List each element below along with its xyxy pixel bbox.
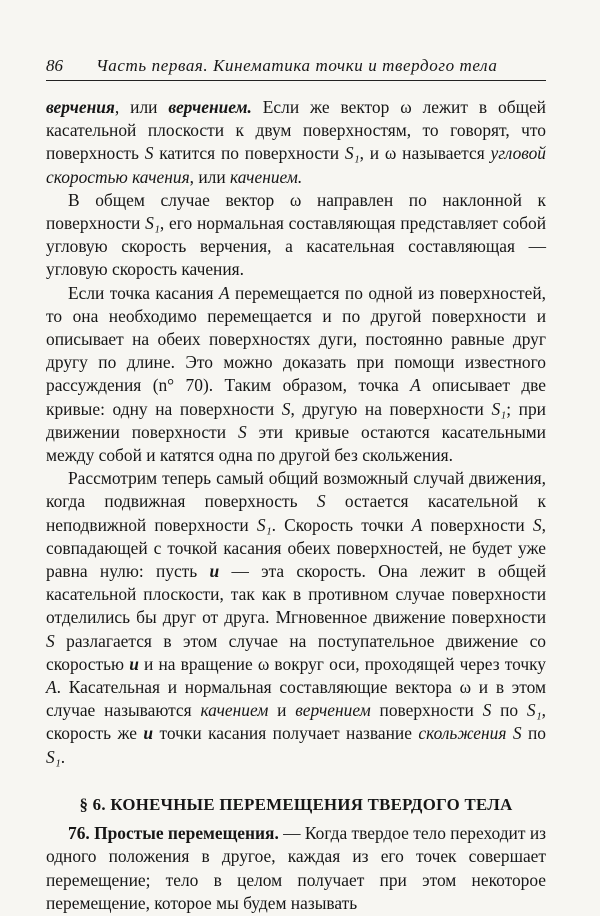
text-run: по	[521, 723, 546, 744]
text-run: Рассмотрим теперь самый общий возможный случай движения, когда подвижная поверхность	[46, 468, 546, 512]
text-run: , его нормальная составляющая представляет собой угловую скорость верчения, а касательная составляющая — угловую скорость качения.	[46, 213, 546, 280]
running-header	[46, 56, 546, 81]
emphasis-run: S₁	[145, 213, 160, 234]
emphasis-run: S	[316, 491, 326, 512]
emphasis-run: A	[218, 282, 230, 303]
emphasis-run: u	[143, 723, 154, 744]
text-run: разлагается в этом случае на поступательное движение со скоростью	[46, 630, 546, 674]
text-run: Если точка касания	[68, 282, 219, 303]
text-run: катится по поверхности	[153, 143, 345, 164]
paragraph	[46, 282, 546, 468]
text-run: . Касательная и нормальная составляющие вектора ω и в этом случае называются	[46, 677, 546, 721]
text-run: , или	[189, 166, 231, 187]
emphasis-run: u	[209, 561, 220, 582]
section-heading: § 6. КОНЕЧНЫЕ ПЕРЕМЕЩЕНИЯ ТВЕРДОГО ТЕЛА	[79, 794, 513, 814]
article-number: 76.	[68, 823, 90, 844]
emphasis-run: u	[129, 653, 139, 674]
text-run: , другую на поверхности	[290, 398, 492, 419]
text-run: , скорость же	[46, 700, 546, 744]
text-run: Если же вектор ω лежит в общей касательной плоскости к двум поверхностям, то говорят, что поверхность	[46, 97, 546, 164]
text-run: поверхности	[370, 700, 483, 721]
article-paragraph	[46, 822, 546, 915]
article-text: — Когда твердое тело переходит из одного положения в другое, каждая из его точек совершает перемещение; тело в целом получает при этом некоторое перемещение, которое мы будем называть	[46, 823, 546, 913]
emphasis-run: S	[144, 143, 154, 164]
text-run: перемещается по одной из поверхностей, то она необходимо перемещается и по другой поверхности и описывает на обеих поверхностях дуги, постоянно равные друг другу по длине. Это можно доказать при помощи известного рассуждения (n° 70). Таким образом, точка	[46, 282, 546, 396]
paragraph	[46, 96, 546, 189]
emphasis-run: угловой скоростью качения	[46, 143, 546, 187]
text-run: В общем случае вектор ω направлен по наклонной к поверхности	[46, 189, 546, 234]
emphasis-run: S₁	[344, 143, 360, 164]
text-run: ; при движении поверхности	[46, 398, 546, 442]
emphasis-run: качением.	[230, 166, 303, 187]
text-run: . Скорость точки	[271, 514, 412, 535]
emphasis-run: S	[482, 700, 492, 721]
text-run: , или	[114, 97, 169, 117]
text-run: по	[491, 700, 527, 721]
emphasis-run: S₁	[46, 746, 61, 767]
emphasis-run: A	[410, 375, 421, 396]
text-run: точки касания получает название	[153, 723, 419, 744]
text-run: описывает две кривые: одну на поверхности	[46, 375, 547, 419]
text-run: , совпадающей с точкой касания обеих поверхностей, не будет уже равна нулю: пусть	[46, 514, 546, 582]
paragraph	[46, 189, 546, 282]
emphasis-run: S	[512, 723, 522, 744]
article-title: Простые перемещения.	[94, 823, 279, 844]
text-run: .	[60, 746, 66, 767]
text-run: эти кривые остаются касательными между собой и катятся одна по другой без скольжения.	[46, 421, 546, 466]
text-run: и на вращение ω вокруг оси, проходящей через точку	[138, 653, 546, 674]
emphasis-run: качением	[200, 700, 269, 721]
emphasis-run: скольжения	[418, 723, 507, 744]
emphasis-run: S₁	[526, 700, 542, 721]
running-title: Часть первая. Кинематика точки и твердого тела	[96, 56, 498, 75]
emphasis-run: S₁	[491, 398, 507, 419]
text-run: , и ω называется	[359, 143, 491, 164]
emphasis-run: S	[532, 514, 542, 535]
text-run: и	[268, 700, 296, 721]
emphasis-run: S	[281, 398, 291, 419]
paragraph	[46, 467, 546, 769]
emphasis-run: верчением.	[168, 97, 252, 117]
emphasis-run: S	[46, 630, 55, 651]
emphasis-run: A	[46, 677, 57, 698]
emphasis-run: верчением	[295, 700, 371, 721]
page-number: 86	[46, 56, 63, 75]
emphasis-run: S₁	[256, 514, 272, 535]
emphasis-run: S	[238, 421, 247, 442]
text-run: поверхности	[422, 514, 533, 535]
emphasis-run: A	[411, 514, 423, 535]
text-run: — эта скорость. Она лежит в общей касательной плоскости, так как в противном случае поверхности отделились бы друг от друга. Мгновенное движение поверхности	[46, 561, 547, 628]
text-run: остается касательной к неподвижной поверхности	[46, 491, 546, 535]
page-body	[46, 96, 546, 915]
emphasis-run: верчения	[46, 97, 115, 117]
